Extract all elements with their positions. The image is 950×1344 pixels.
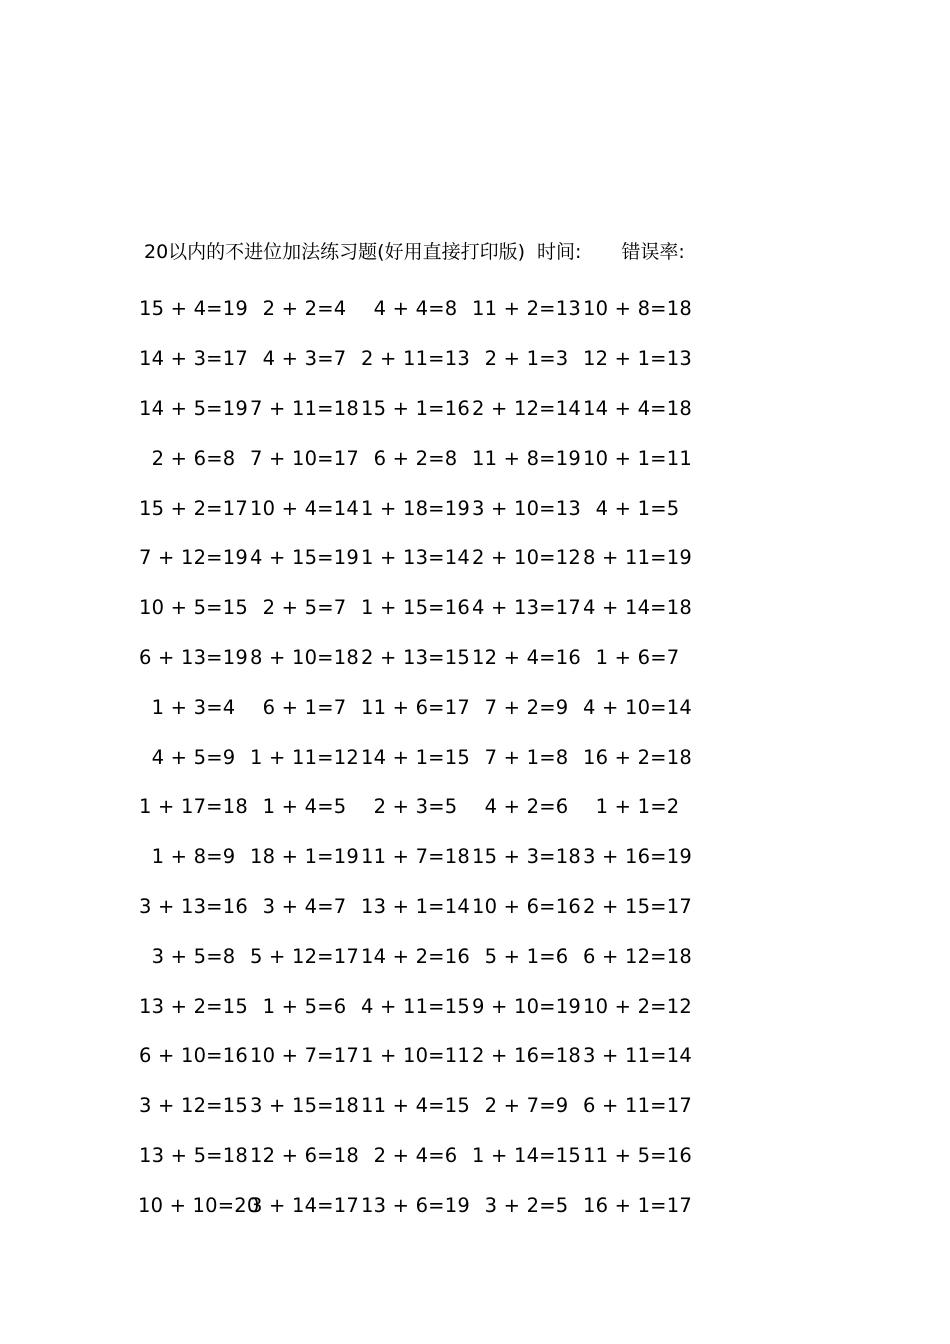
problem-item: 11 + 8=19 [472,446,581,470]
problem-item: 2 + 4=6 [373,1143,458,1167]
problem-item: 1 + 17=18 [139,795,248,819]
problem-item: 2 + 1=3 [484,347,569,371]
problem-row [138,1081,698,1131]
problem-item: 6 + 2=8 [373,446,458,470]
problem-row [138,334,698,384]
problem-row [138,433,698,483]
problem-item: 4 + 4=8 [373,297,458,321]
problem-item: 4 + 5=9 [151,745,236,769]
problem-item: 16 + 2=18 [583,745,692,769]
problem-item: 2 + 15=17 [583,894,692,918]
problem-item: 4 + 2=6 [484,795,569,819]
problem-item: 2 + 3=5 [373,795,458,819]
problem-item: 6 + 13=19 [139,645,248,669]
problem-item: 1 + 5=6 [262,994,347,1018]
problem-item: 2 + 13=15 [361,645,470,669]
problem-item: 6 + 10=16 [139,1044,248,1068]
problem-item: 7 + 1=8 [484,745,569,769]
problem-item: 7 + 11=18 [250,396,359,420]
time-label: 时间: [537,240,582,263]
problem-item: 1 + 14=15 [472,1143,581,1167]
problem-item: 1 + 13=14 [361,546,470,570]
problem-item: 10 + 4=14 [250,496,359,520]
problem-item: 15 + 4=19 [139,297,248,321]
problem-item: 13 + 1=14 [361,894,470,918]
problem-item: 2 + 6=8 [151,446,236,470]
problem-item: 14 + 1=15 [361,745,470,769]
problem-row [138,682,698,732]
problem-item: 1 + 18=19 [361,496,470,520]
problem-row [138,882,698,932]
problem-item: 1 + 6=7 [595,645,680,669]
problem-item: 4 + 15=19 [250,546,359,570]
problem-item: 1 + 15=16 [361,596,470,620]
problem-row [138,732,698,782]
problem-item: 3 + 15=18 [250,1094,359,1118]
problem-item: 14 + 5=19 [139,396,248,420]
problem-item: 2 + 7=9 [484,1094,569,1118]
problem-item: 12 + 4=16 [472,645,581,669]
problem-item: 14 + 2=16 [361,944,470,968]
problem-row [138,981,698,1031]
problem-item: 8 + 10=18 [250,645,359,669]
problem-item: 10 + 2=12 [583,994,692,1018]
problem-row [138,1131,698,1181]
problem-item: 1 + 11=12 [250,745,359,769]
problem-item: 1 + 1=2 [595,795,680,819]
problem-row [138,533,698,583]
problem-item: 11 + 5=16 [583,1143,692,1167]
problem-item: 2 + 12=14 [472,396,581,420]
problem-item: 3 + 5=8 [151,944,236,968]
worksheet-title: 20以内的不进位加法练习题(好用直接打印版) [144,240,526,263]
problem-item: 6 + 11=17 [583,1094,692,1118]
problem-item: 10 + 10=20 [138,1193,260,1217]
problem-item: 2 + 5=7 [262,596,347,620]
problem-item: 7 + 10=17 [250,446,359,470]
problem-item: 2 + 16=18 [472,1044,581,1068]
problem-item: 18 + 1=19 [250,845,359,869]
problem-item: 10 + 1=11 [583,446,692,470]
problem-item: 5 + 1=6 [484,944,569,968]
problem-item: 10 + 8=18 [583,297,692,321]
problem-item: 11 + 4=15 [361,1094,470,1118]
problem-item: 3 + 10=13 [472,496,581,520]
problem-item: 11 + 6=17 [361,695,470,719]
problem-item: 3 + 14=17 [250,1193,359,1217]
problem-item: 10 + 7=17 [250,1044,359,1068]
problem-row [138,384,698,434]
problem-item: 3 + 11=14 [583,1044,692,1068]
problem-item: 2 + 10=12 [472,546,581,570]
worksheet-header [144,236,685,264]
problem-item: 15 + 3=18 [472,845,581,869]
problem-row [138,931,698,981]
problem-item: 2 + 2=4 [262,297,347,321]
problem-item: 2 + 11=13 [361,347,470,371]
problem-item: 11 + 7=18 [361,845,470,869]
problem-item: 3 + 12=15 [139,1094,248,1118]
problem-item: 16 + 1=17 [583,1193,692,1217]
problem-item: 4 + 11=15 [361,994,470,1018]
problem-item: 6 + 1=7 [262,695,347,719]
problem-item: 4 + 1=5 [595,496,680,520]
problem-item: 4 + 13=17 [472,596,581,620]
problem-row [138,1031,698,1081]
problem-grid [138,284,698,1230]
problem-row [138,1180,698,1230]
problem-row [138,284,698,334]
problem-item: 4 + 3=7 [262,347,347,371]
problem-item: 3 + 4=7 [262,894,347,918]
problem-item: 4 + 14=18 [583,596,692,620]
problem-item: 12 + 1=13 [583,347,692,371]
problem-item: 15 + 2=17 [139,496,248,520]
problem-item: 9 + 10=19 [472,994,581,1018]
problem-item: 1 + 4=5 [262,795,347,819]
problem-item: 15 + 1=16 [361,396,470,420]
problem-item: 1 + 3=4 [151,695,236,719]
problem-row [138,483,698,533]
problem-item: 10 + 6=16 [472,894,581,918]
problem-item: 7 + 2=9 [484,695,569,719]
problem-item: 10 + 5=15 [139,596,248,620]
problem-item: 1 + 8=9 [151,845,236,869]
problem-item: 13 + 5=18 [139,1143,248,1167]
problem-item: 13 + 6=19 [361,1193,470,1217]
problem-row [138,583,698,633]
problem-row [138,782,698,832]
problem-item: 3 + 16=19 [583,845,692,869]
problem-item: 5 + 12=17 [250,944,359,968]
problem-item: 13 + 2=15 [139,994,248,1018]
problem-row [138,832,698,882]
problem-item: 11 + 2=13 [472,297,581,321]
problem-item: 1 + 10=11 [361,1044,470,1068]
problem-item: 3 + 13=16 [139,894,248,918]
problem-item: 6 + 12=18 [583,944,692,968]
problem-row [138,633,698,683]
problem-item: 8 + 11=19 [583,546,692,570]
problem-item: 7 + 12=19 [139,546,248,570]
problem-item: 3 + 2=5 [484,1193,569,1217]
error-rate-label: 错误率: [621,240,685,263]
problem-item: 12 + 6=18 [250,1143,359,1167]
problem-item: 14 + 4=18 [583,396,692,420]
problem-item: 4 + 10=14 [583,695,692,719]
problem-item: 14 + 3=17 [139,347,248,371]
